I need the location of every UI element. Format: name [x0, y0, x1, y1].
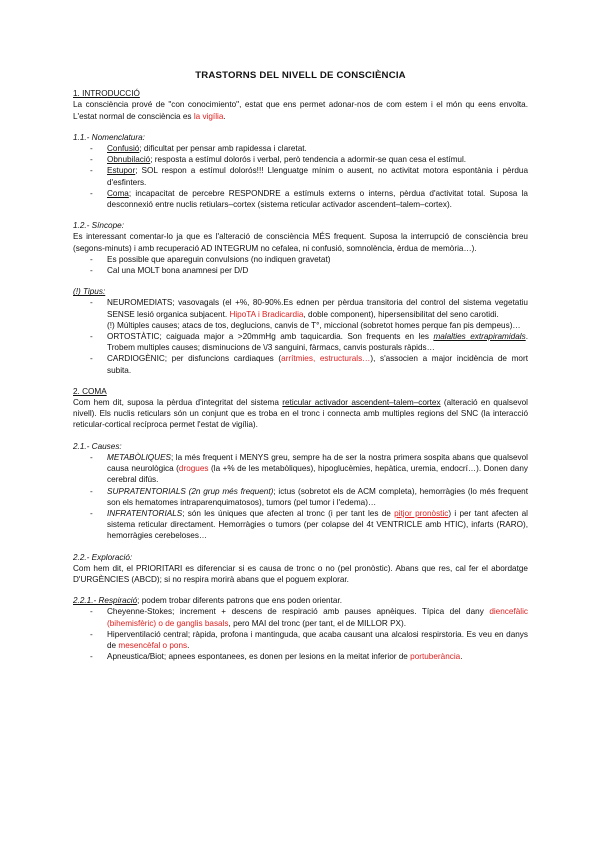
document-content: [73, 70, 528, 662]
subsection-heading-nomenclatura: 1.1.- Nomenclatura:: [73, 132, 145, 142]
subsection-heading-sincope: 1.2.- Síncope:: [73, 221, 124, 231]
list-item: - Cal una MOLT bona anamnesi per D/D: [73, 265, 528, 276]
list-item: - Coma; incapacitat de percebre RESPONDRE a estímuls externs o interns, pèrdua d'activitat total. Suposa la desconnexió entre nuclis retiulars–cortex (sistema reticular activador ascendent–talem–cortex).: [73, 188, 528, 210]
list-item: - Confusió; dificultat per pensar amb rapidessa i claretat.: [73, 143, 528, 154]
section-heading-coma: 2. COMA: [73, 386, 107, 396]
list-item: - INFRATENTORIALS; són les úniques que afecten al tronc (i per tant les de pitjor pronòstic) i per tant afecten al sistema reticular directament. Hemorràgies o tumors (per colapse del 4t VENTRICLE amb HTIC), infarts (RARO), hemorràgies cerebeloses…: [73, 508, 528, 542]
document-title: TRASTORNS DEL NIVELL DE CONSCIÈNCIA: [195, 70, 406, 81]
list-item: - Cheyenne-Stokes; increment + descens de respiració amb pauses apnèiques. Típica del dany diencefàlic (bihemisfèric) o de ganglis basals, pero MAI del tronc (per tant, el de MILLOR PX).: [73, 606, 528, 628]
respiracio-heading: 2.2.1.- Respiració; podem trobar diferents patrons que ens poden orientar.: [73, 596, 342, 606]
causes-list: [73, 452, 528, 542]
respiracio-list: [73, 606, 528, 662]
list-item: - NEUROMEDIATS; vasovagals (el +%, 80-90%.Es ednen per pèrdua transitoria del control del sistema vegetatiu SENSE lesió organica subjacent. HipoTA i Bradicardia, doble component), hipersensibilitat del seno carotidi. (!) Múltiples causes; atacs de tos, deglucions, canvis de T°, miccional (sobretot homes perque fan pis dempeus)…: [73, 297, 528, 331]
list-item: - METABÒLIQUES; la més frequent i MENYS greu, sempre ha de ser la nostra primera sospita abans que qualsevol causa neurològica (drogues (la +% de les metabòliques), hipoglucèmies, hepàtica, uremia, endocrí…). Donen dany cerebral difús.: [73, 452, 528, 486]
list-item: - CARDIOGÈNIC; per disfuncions cardiaques (arrítmies, estructurals…), s'associen a major incidència de mort subita.: [73, 353, 528, 375]
nomenclatura-list: [73, 143, 528, 210]
sincope-paragraph: Es interessant comentar-lo ja que es l'alteració de consciència MÉS frequent. Suposa la interrupció de consciència breu (segons-minuts) i amb recuperació AD INTEGRUM no cefalea, ni confusió, somnolència, èrdua de memòria…).: [73, 232, 528, 253]
list-item: - Estupor; SOL respon a estímul dolorós!!! Llenguatge mínim o ausent, no activitat motora espontània i pèrdua d'esfinters.: [73, 165, 528, 187]
coma-paragraph: Com hem dit, suposa la pèrdua d'integritat del sistema reticular activador ascendent–talem–cortex (alteració en qualsevol nivell). Els nuclis reticulars són un conjunt que es troba en el tronc i connecta amb multiples regions del SNC (la interacció reticular-cortical recíproca permet l'estat de vigília).: [73, 398, 528, 430]
section-heading-introduccio: 1. INTRODUCCIÓ: [73, 89, 140, 99]
tipus-heading: (!) Tipus:: [73, 287, 106, 297]
list-item: - Es possible que apareguin convulsions (no indiquen gravetat): [73, 254, 528, 265]
list-item: - Hiperventilació central; ràpida, profona i mantinguda, que acaba causant una alcalosi respirstoria. Es veu en danys de mesencèfal o pons.: [73, 629, 528, 651]
list-item: - SUPRATENTORIALS (2n grup més frequent); ictus (sobretot els de ACM completa), hemorràgies (lo més frequent son els hematomes intraparenquimatosos), tumors (pel tumor i l'edema)…: [73, 486, 528, 508]
subsection-heading-causes: 2.1.- Causes:: [73, 441, 122, 451]
exploracio-paragraph: Com hem dit, el PRIORITARI es diferenciar si es causa de tronc o no (pel pronòstic). Abans que res, cal fer el abordatge D'URGÈNCIES (ABCD); si no respira morirà abans que el poguem explorar.: [73, 563, 528, 584]
sincope-list: [73, 254, 528, 276]
list-item: - Obnubilació; resposta a estímul dolorós i verbal, però tendencia a adormir-se quan cesa el estímul.: [73, 154, 528, 165]
highlight-vigilia: la vigília: [193, 111, 224, 121]
subsection-heading-exploracio: 2.2.- Exploració:: [73, 552, 133, 562]
intro-paragraph: La consciència prové de "con conocimiento", estat que ens permet adonar-nos de com estem i el món qu eens envolta. L'estat normal de consciència es la vigília.: [73, 100, 528, 121]
list-item: - Apneustica/Biot; apnees espontanees, es donen per lesions en la meitat inferior de portuberància.: [73, 651, 528, 662]
list-item: - ORTOSTÀTIC; caiguada major a >20mmHg amb taquicardia. Son frequents en les malalties extrapiramidals. Trobem multiples causes; disminucions de \/3 sanguini, fàrmacs, canvis posturals ràpids…: [73, 331, 528, 353]
tipus-list: [73, 297, 528, 375]
